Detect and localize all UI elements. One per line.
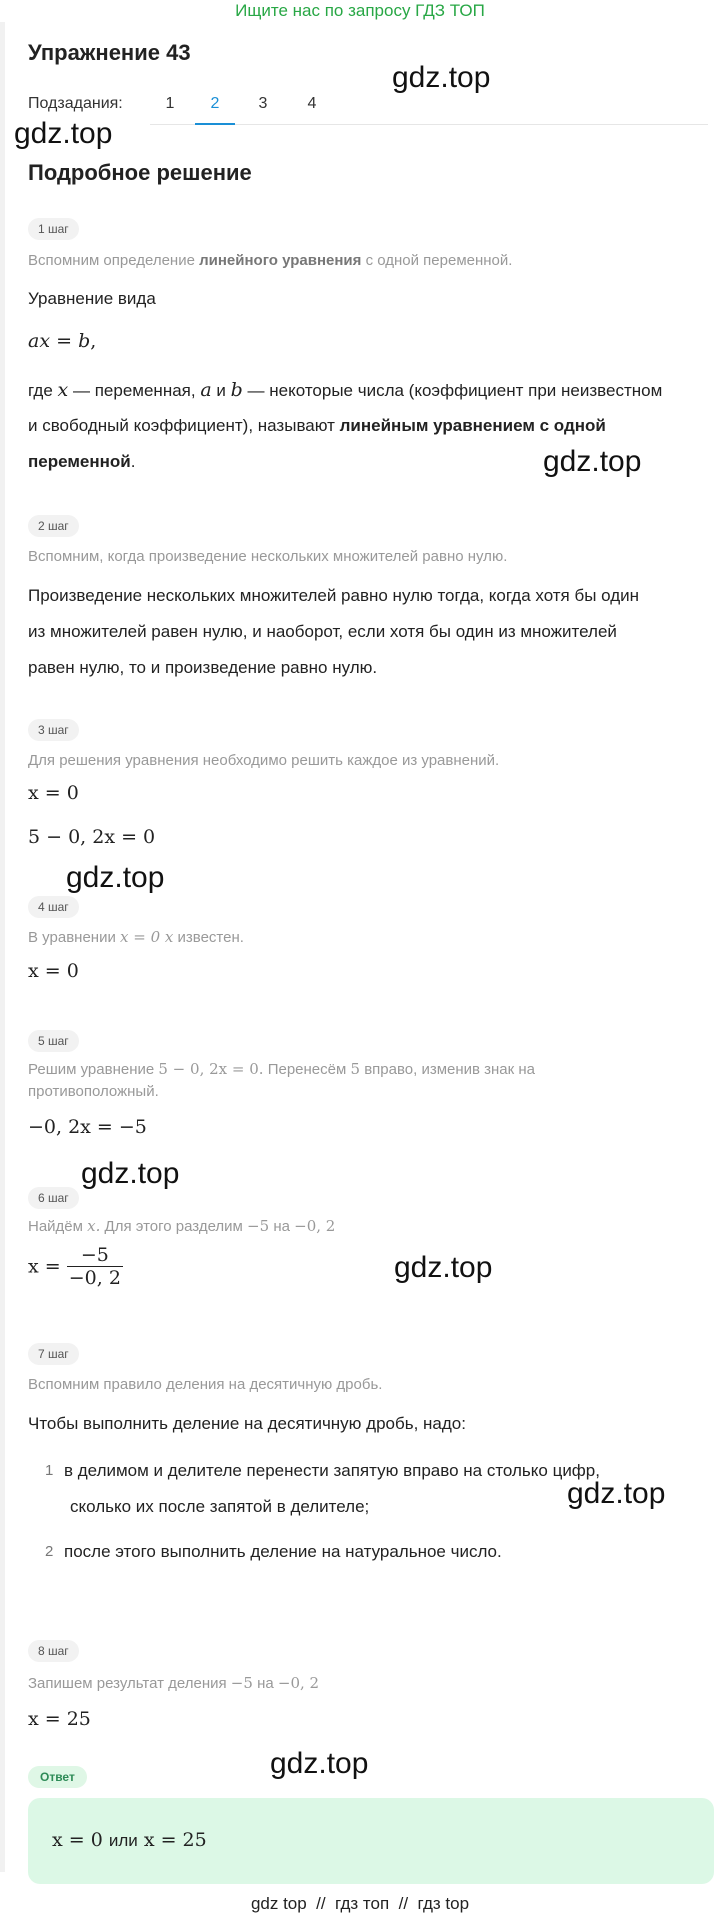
text: — некоторые числа (коэффициент при неизвестном xyxy=(247,381,663,400)
hint-math: −0, 2 xyxy=(277,1674,320,1692)
step-text: Чтобы выполнить деление на десятичную дробь, надо: xyxy=(28,1414,466,1433)
watermark: gdz.top xyxy=(270,1747,369,1780)
watermark: gdz.top xyxy=(66,861,165,894)
hint-text: Решим уравнение xyxy=(28,1061,155,1078)
hint-text: Перенесём xyxy=(267,1061,347,1078)
watermark: gdz.top xyxy=(392,61,491,94)
list-number: 2 xyxy=(45,1543,54,1560)
footer-links[interactable]: gdz top // гдз топ // гдз top xyxy=(250,1894,470,1913)
step-hint xyxy=(28,250,512,272)
text: где xyxy=(28,381,53,400)
answer-equation xyxy=(52,1829,207,1851)
step-hint: противоположный. xyxy=(28,1083,159,1100)
watermark: gdz.top xyxy=(567,1477,666,1510)
step-hint: Вспомним правило деления на десятичную дробь. xyxy=(28,1376,383,1393)
bold-text: линейным уравнением с одной xyxy=(339,416,606,435)
hint-text: с одной переменной. xyxy=(361,252,513,269)
numerator: −5 xyxy=(80,1244,109,1266)
text: и свободный коэффициент), называют xyxy=(28,416,340,435)
watermark: gdz.top xyxy=(394,1251,493,1284)
watermark: gdz.top xyxy=(81,1157,180,1190)
step-badge: 3 шаг xyxy=(28,719,79,741)
list-item-text: в делимом и делителе перенести запятую вправо на столько цифр, xyxy=(64,1461,600,1480)
answer-eq: x = 0 xyxy=(52,1829,103,1851)
watermark: gdz.top xyxy=(543,445,642,478)
hint-text: вправо, изменив знак на xyxy=(364,1061,536,1078)
step-badge: 8 шаг xyxy=(28,1640,79,1662)
bold-text: переменной xyxy=(28,452,131,471)
subtask-tab-2[interactable]: 2 xyxy=(210,95,220,112)
step-text xyxy=(28,408,606,444)
equation-lhs: x = xyxy=(28,1255,61,1278)
hint-text: известен. xyxy=(177,929,244,946)
hint-math: −0, 2 xyxy=(294,1217,336,1235)
hint-math: −5 xyxy=(247,1217,270,1235)
answer-or: или xyxy=(108,1831,138,1850)
hint-text: Запишем результат деления xyxy=(28,1675,227,1692)
step-hint xyxy=(28,926,244,949)
text: и xyxy=(216,381,226,400)
step-text: Уравнение вида xyxy=(28,289,156,308)
solution-heading: Подробное решение xyxy=(28,160,252,185)
step-badge: 7 шаг xyxy=(28,1343,79,1365)
watermark: gdz.top xyxy=(14,117,113,150)
subtasks-label: Подзадания: xyxy=(28,95,123,112)
fraction xyxy=(67,1244,123,1289)
page-title: Упражнение 43 xyxy=(28,40,191,65)
equation: x = 0 xyxy=(28,782,79,804)
step-text: равен нулю, то и произведение равно нулю. xyxy=(28,658,378,677)
hint-text: на xyxy=(257,1675,274,1692)
step-badge: 1 шаг xyxy=(28,218,79,240)
hint-math: 5 xyxy=(350,1060,361,1078)
hint-text: В уравнении xyxy=(28,929,116,946)
hint-bold: линейного уравнения xyxy=(199,252,362,269)
answer-badge: Ответ xyxy=(28,1766,87,1788)
list-number: 1 xyxy=(45,1462,54,1479)
step-text: где x — переменная, a и b — некоторые числа (коэффициент при неизвестном xyxy=(28,379,663,401)
hint-text: Вспомним определение xyxy=(28,252,200,269)
left-scroll-track xyxy=(0,22,5,1872)
equation: 5 − 0, 2x = 0 xyxy=(28,826,156,848)
step-hint xyxy=(28,1672,319,1695)
equation: ax = b, xyxy=(28,330,97,352)
subtask-tab-3[interactable]: 3 xyxy=(258,95,268,112)
active-tab-indicator xyxy=(195,123,235,125)
equation: x = 25 xyxy=(28,1708,91,1730)
list-item-text: сколько их после запятой в делителе; xyxy=(70,1497,370,1516)
step-hint: Для решения уравнения необходимо решить каждое из уравнений. xyxy=(28,752,500,769)
equation: x = 0 xyxy=(28,960,79,982)
step-hint xyxy=(28,1215,335,1238)
step-badge: 2 шаг xyxy=(28,515,79,537)
denominator: −0, 2 xyxy=(68,1267,121,1289)
hint-math: −5 xyxy=(230,1674,253,1692)
step-hint xyxy=(28,1058,535,1081)
answer-eq: x = 25 xyxy=(143,1829,207,1851)
hint-text: на xyxy=(273,1218,290,1235)
step-text: Произведение нескольких множителей равно нулю тогда, когда хотя бы один xyxy=(28,586,640,605)
search-banner: Ищите нас по запросу ГДЗ ТОП xyxy=(235,1,485,20)
hint-text: Найдём xyxy=(28,1218,83,1235)
step-text xyxy=(28,444,135,480)
subtask-tab-1[interactable]: 1 xyxy=(165,95,175,112)
hint-math: 5 − 0, 2x = 0. xyxy=(158,1060,264,1078)
subtask-tab-4[interactable]: 4 xyxy=(307,95,317,112)
step-badge: 5 шаг xyxy=(28,1030,79,1052)
fraction-equation xyxy=(28,1244,123,1289)
hint-math: x. xyxy=(87,1217,101,1235)
step-badge: 6 шаг xyxy=(28,1187,79,1209)
text: . xyxy=(130,452,136,471)
step-text: из множителей равен нулю, и наоборот, если хотя бы один из множителей xyxy=(28,622,617,641)
step-badge: 4 шаг xyxy=(28,896,79,918)
hint-math: x = 0 x xyxy=(120,928,174,946)
list-item-text: после этого выполнить деление на натуральное число. xyxy=(64,1542,502,1561)
hint-text: Для этого разделим xyxy=(104,1218,243,1235)
text: — переменная, xyxy=(73,381,196,400)
step-hint: Вспомним, когда произведение нескольких множителей равно нулю. xyxy=(28,548,508,565)
equation: −0, 2x = −5 xyxy=(28,1116,147,1138)
